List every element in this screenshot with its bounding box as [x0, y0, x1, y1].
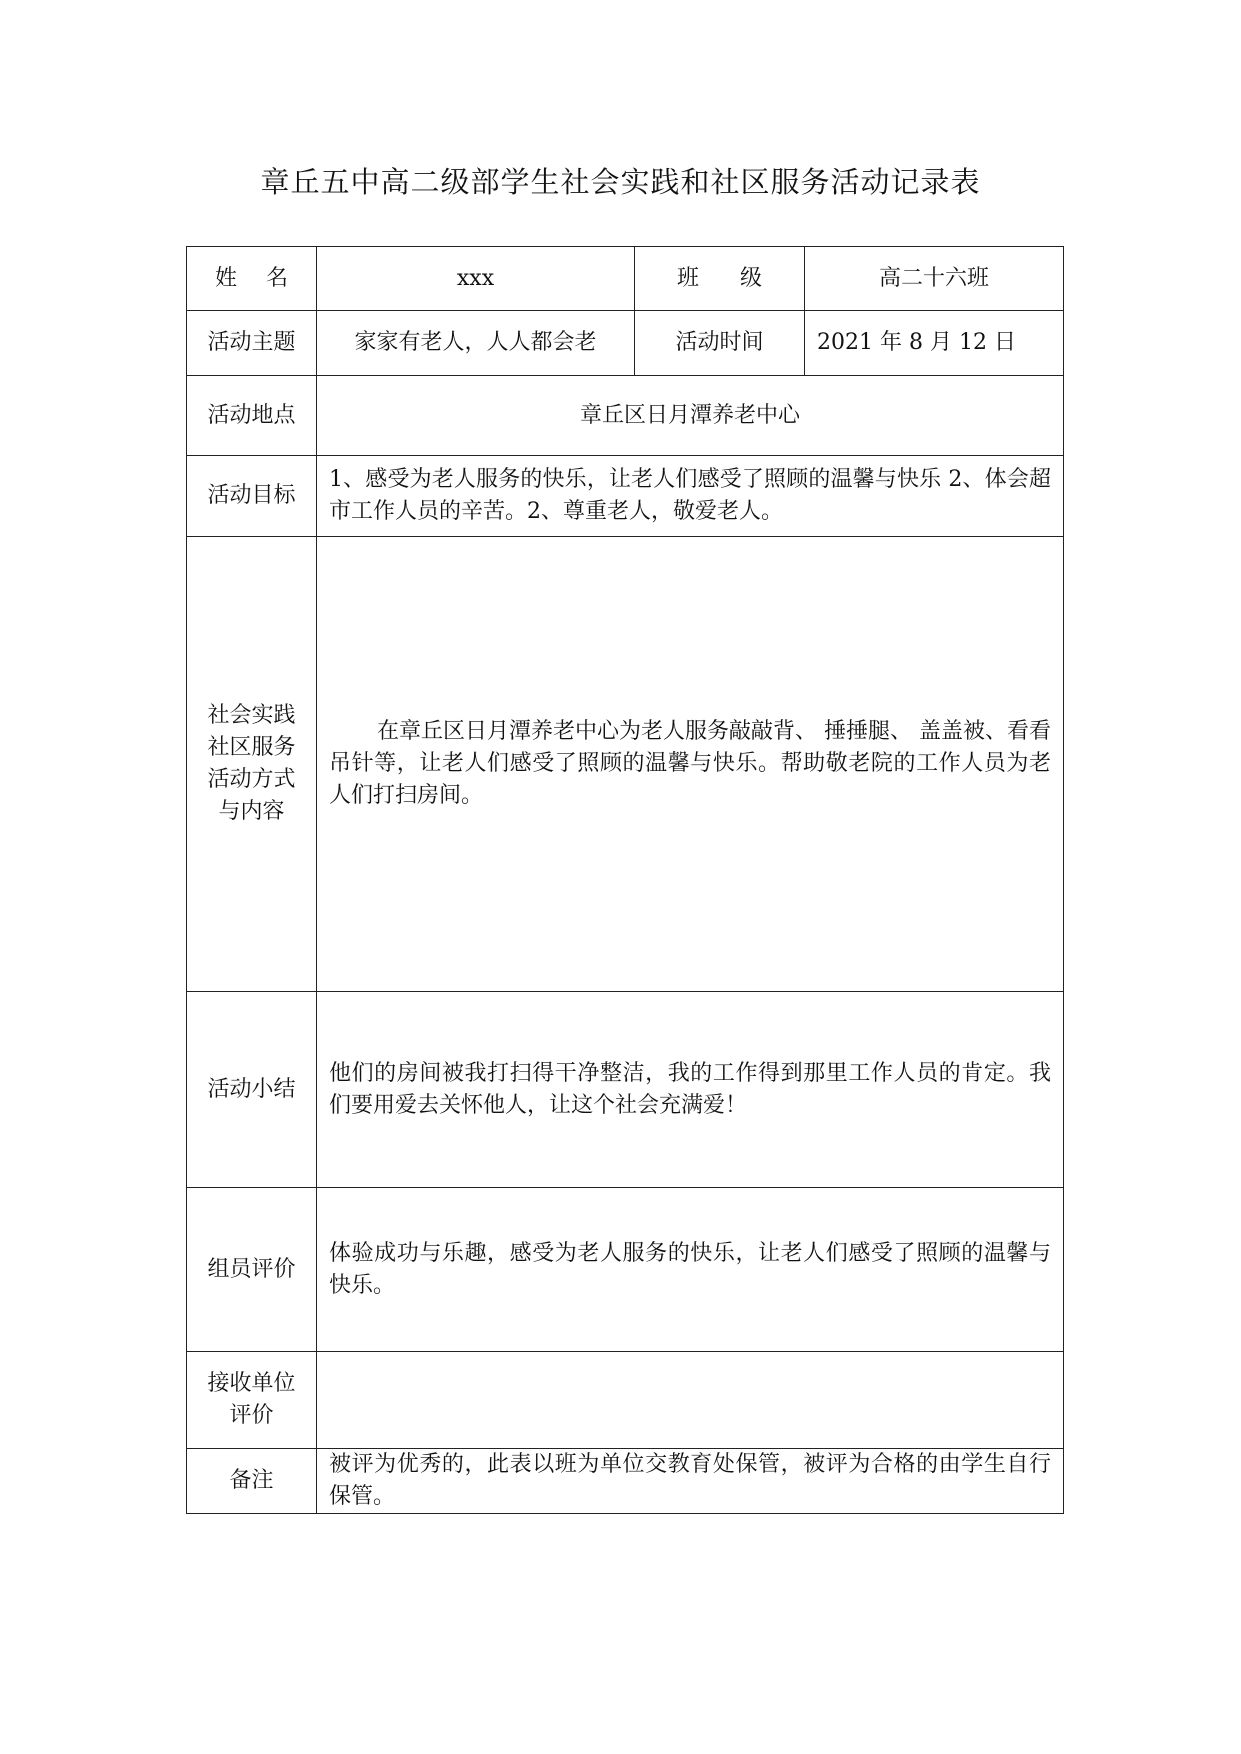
theme-label: 活动主题	[187, 311, 317, 376]
class-label-char-2: 级	[739, 265, 762, 291]
record-form-table	[186, 246, 1064, 1514]
name-label-char-1: 姓	[215, 265, 238, 291]
summary-value[interactable]: 他们的房间被我打扫得干净整洁，我的工作得到那里工作人员的肯定。我们要用爱去关怀他人，让这个社会充满爱！	[317, 992, 1064, 1188]
theme-value[interactable]: 家家有老人，人人都会老	[317, 311, 635, 376]
row-unit-review	[187, 1352, 1064, 1449]
name-value[interactable]: xxx	[317, 247, 635, 311]
name-label-char-2: 名	[265, 265, 288, 291]
goal-label: 活动目标	[187, 456, 317, 537]
content-label-line-4: 与内容	[218, 799, 285, 824]
row-peer-review	[187, 1188, 1064, 1352]
class-label-cell	[635, 247, 805, 311]
content-label-line-3: 活动方式	[207, 767, 296, 792]
peer-review-label: 组员评价	[187, 1188, 317, 1352]
class-label-char-1: 班	[677, 265, 700, 291]
unit-review-value[interactable]	[317, 1352, 1064, 1449]
time-label: 活动时间	[635, 311, 805, 376]
row-name-class	[187, 247, 1064, 311]
time-value[interactable]: 2021 年 8 月 12 日	[805, 311, 1064, 376]
row-place	[187, 376, 1064, 456]
unit-review-label-line-1: 接收单位	[207, 1371, 296, 1396]
row-summary	[187, 992, 1064, 1188]
name-label-cell	[187, 247, 317, 311]
document-title: 章丘五中高二级部学生社会实践和社区服务活动记录表	[260, 165, 981, 199]
content-value: 在章丘区日月潭养老中心为老人服务敲敲背、 捶捶腿、 盖盖被、看看吊针等，让老人们感受了照顾的温馨与快乐。帮助敬老院的工作人员为老人们打扫房间。	[329, 719, 1051, 808]
content-label	[187, 537, 317, 992]
unit-review-label-line-2: 评价	[229, 1403, 274, 1428]
row-remark	[187, 1449, 1064, 1514]
content-cell[interactable]	[317, 537, 1064, 992]
peer-review-value[interactable]: 体验成功与乐趣，感受为老人服务的快乐，让老人们感受了照顾的温馨与快乐。	[317, 1188, 1064, 1352]
remark-label: 备注	[187, 1449, 317, 1514]
unit-review-label	[187, 1352, 317, 1449]
row-content	[187, 537, 1064, 992]
content-label-line-2: 社区服务	[207, 735, 296, 760]
place-label: 活动地点	[187, 376, 317, 456]
place-value[interactable]: 章丘区日月潭养老中心	[317, 376, 1064, 456]
summary-label: 活动小结	[187, 992, 317, 1188]
content-label-line-1: 社会实践	[207, 703, 296, 728]
row-theme-time	[187, 311, 1064, 376]
row-goal	[187, 456, 1064, 537]
class-value[interactable]: 高二十六班	[805, 247, 1064, 311]
goal-value[interactable]: 1、感受为老人服务的快乐，让老人们感受了照顾的温馨与快乐 2、体会超市工作人员的辛苦。2、尊重老人，敬爱老人。	[317, 456, 1064, 537]
remark-value[interactable]: 被评为优秀的，此表以班为单位交教育处保管，被评为合格的由学生自行保管。	[317, 1449, 1064, 1514]
